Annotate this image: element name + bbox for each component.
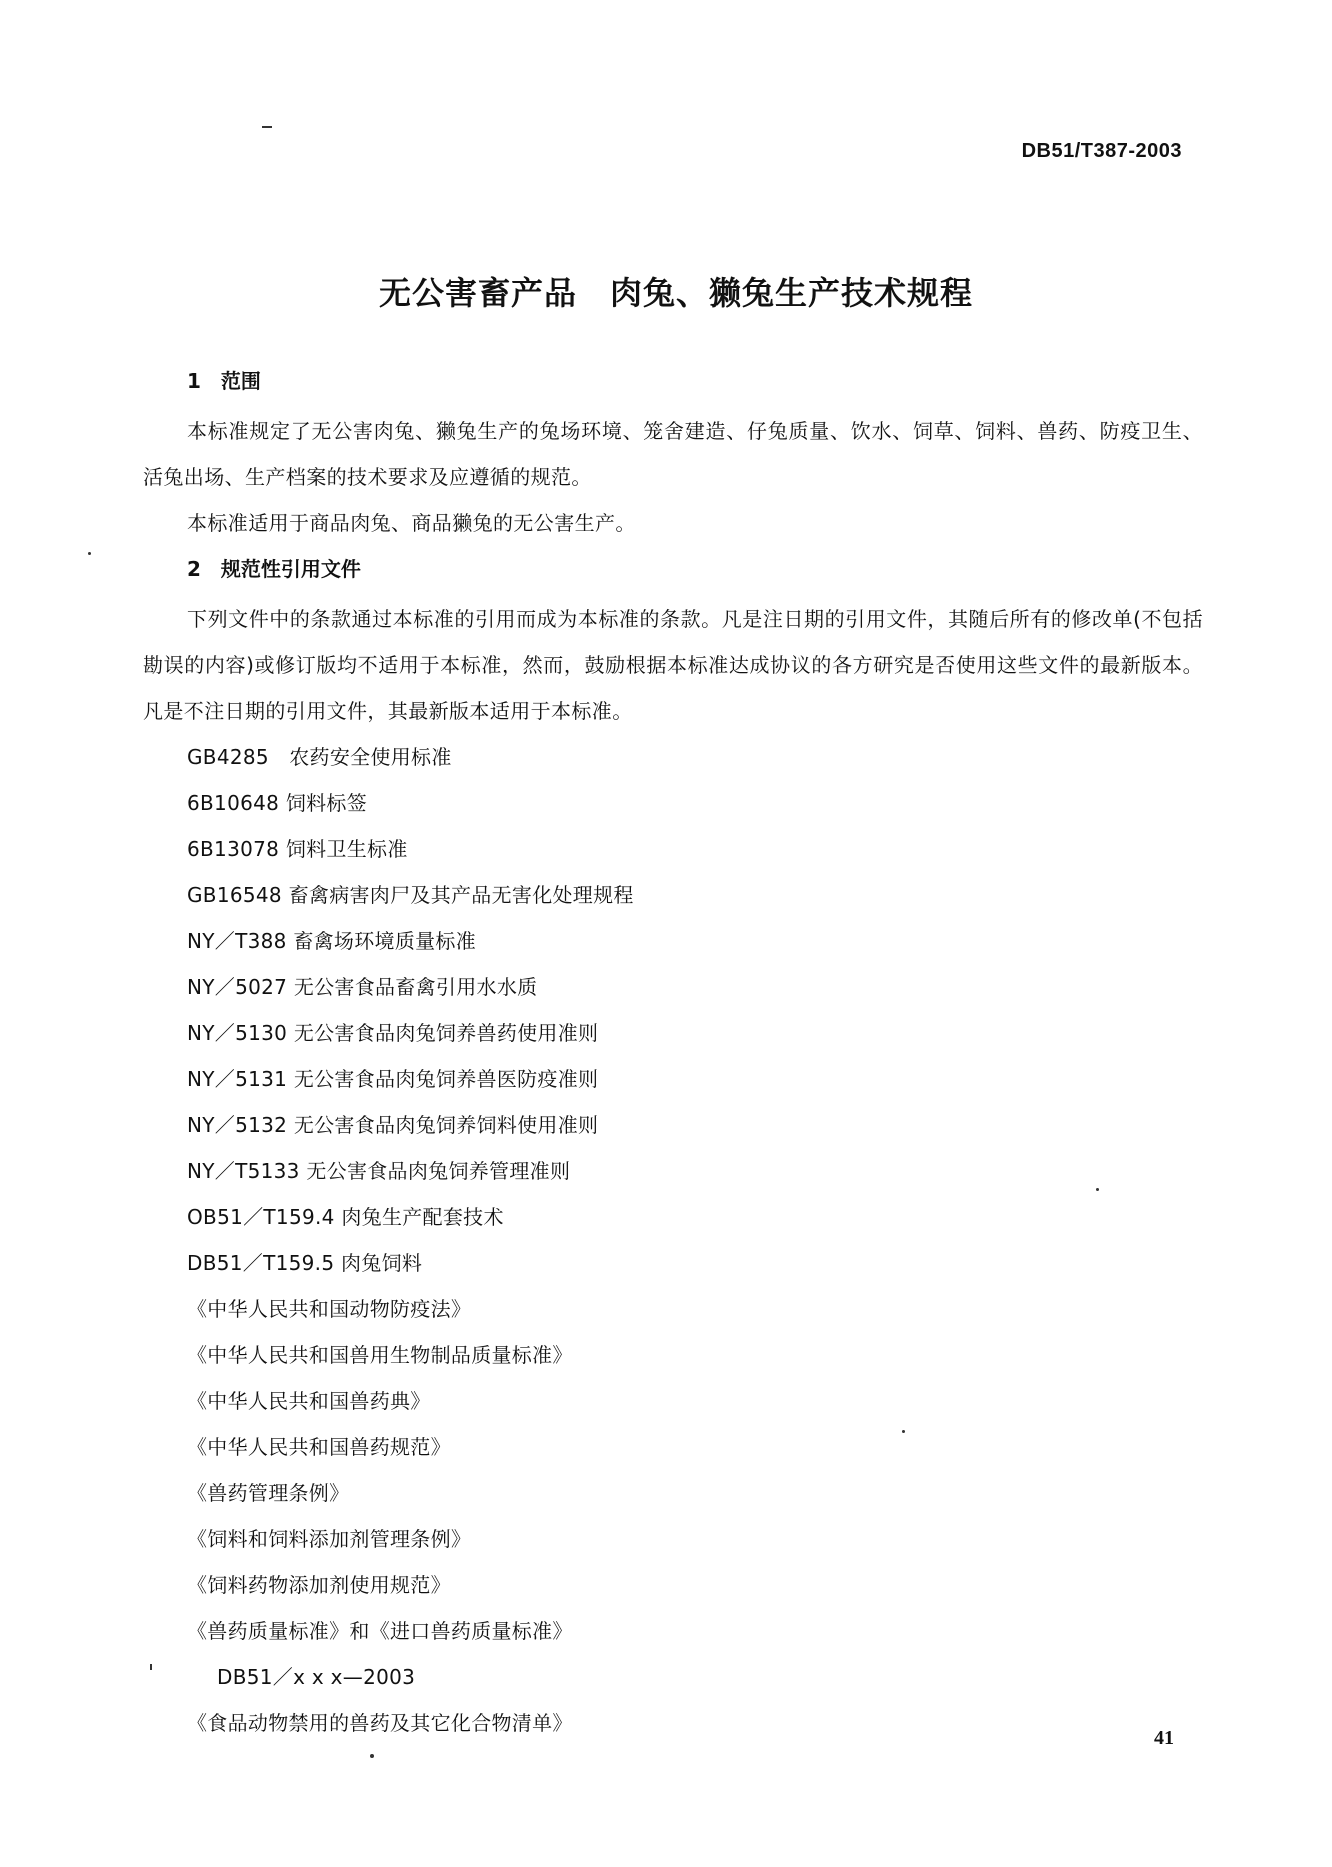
section-heading-scope: 1 范围	[187, 369, 261, 393]
reference-item: 《中华人民共和国兽药典》	[187, 1389, 431, 1413]
page-number: 41	[1154, 1727, 1174, 1749]
reference-item: 《中华人民共和国动物防疫法》	[187, 1297, 472, 1321]
reference-item: DB51／x x x—2003	[217, 1665, 416, 1689]
references-intro-paragraph: 下列文件中的条款通过本标准的引用而成为本标准的条款。凡是注日期的引用文件，其随后所有的修改单(不包括勘误的内容)或修订版均不适用于本标准，然而，鼓励根据本标准达成协议的各方研究是否使用这些文件的最新版本。凡是不注日期的引用文件，其最新版本适用于本标准。	[143, 607, 1203, 723]
reference-item: GB4285 农药安全使用标准	[187, 745, 452, 769]
scan-speck	[902, 1430, 905, 1433]
reference-item: NY／T5133 无公害食品肉兔饲养管理准则	[187, 1159, 571, 1183]
reference-item: NY／5027 无公害食品畜禽引用水水质	[187, 975, 538, 999]
reference-item: 6B10648 饲料标签	[187, 791, 368, 815]
reference-item: NY／5131 无公害食品肉兔饲养兽医防疫准则	[187, 1067, 599, 1091]
scan-speck	[1096, 1188, 1099, 1191]
reference-item: 《中华人民共和国兽用生物制品质量标准》	[187, 1343, 573, 1367]
document-title: 无公害畜产品 肉兔、獭兔生产技术规程	[378, 274, 973, 312]
scan-speck	[262, 126, 272, 128]
reference-list	[143, 734, 1203, 1746]
reference-item: 《兽药管理条例》	[187, 1481, 350, 1505]
scope-paragraph-1: 本标准规定了无公害肉兔、獭兔生产的兔场环境、笼舍建造、仔兔质量、饮水、饲草、饲料、兽药、防疫卫生、活兔出场、生产档案的技术要求及应遵循的规范。	[143, 419, 1203, 489]
scan-speck	[88, 552, 91, 555]
scan-speck	[370, 1754, 374, 1758]
reference-item: 6B13078 饲料卫生标准	[187, 837, 408, 861]
reference-item: 《饲料和饲料添加剂管理条例》	[187, 1527, 472, 1551]
standard-code: DB51/T387-2003	[1021, 140, 1182, 162]
reference-item: DB51／T159.5 肉兔饲料	[187, 1251, 423, 1275]
section-heading-references: 2 规范性引用文件	[187, 557, 361, 581]
reference-item: 《兽药质量标准》和《进口兽药质量标准》	[187, 1619, 573, 1643]
reference-item: NY／5130 无公害食品肉兔饲养兽药使用准则	[187, 1021, 599, 1045]
reference-item: 《中华人民共和国兽药规范》	[187, 1435, 451, 1459]
document-body	[143, 368, 1203, 1746]
reference-item: 《食品动物禁用的兽药及其它化合物清单》	[187, 1711, 573, 1735]
reference-item: OB51／T159.4 肉兔生产配套技术	[187, 1205, 504, 1229]
scope-paragraph-2: 本标准适用于商品肉兔、商品獭兔的无公害生产。	[187, 511, 636, 535]
reference-item: GB16548 畜禽病害肉尸及其产品无害化处理规程	[187, 883, 634, 907]
scan-speck	[150, 1664, 152, 1670]
reference-item: NY／T388 畜禽场环境质量标准	[187, 929, 477, 953]
reference-item: 《饲料药物添加剂使用规范》	[187, 1573, 451, 1597]
reference-item: NY／5132 无公害食品肉兔饲养饲料使用准则	[187, 1113, 599, 1137]
